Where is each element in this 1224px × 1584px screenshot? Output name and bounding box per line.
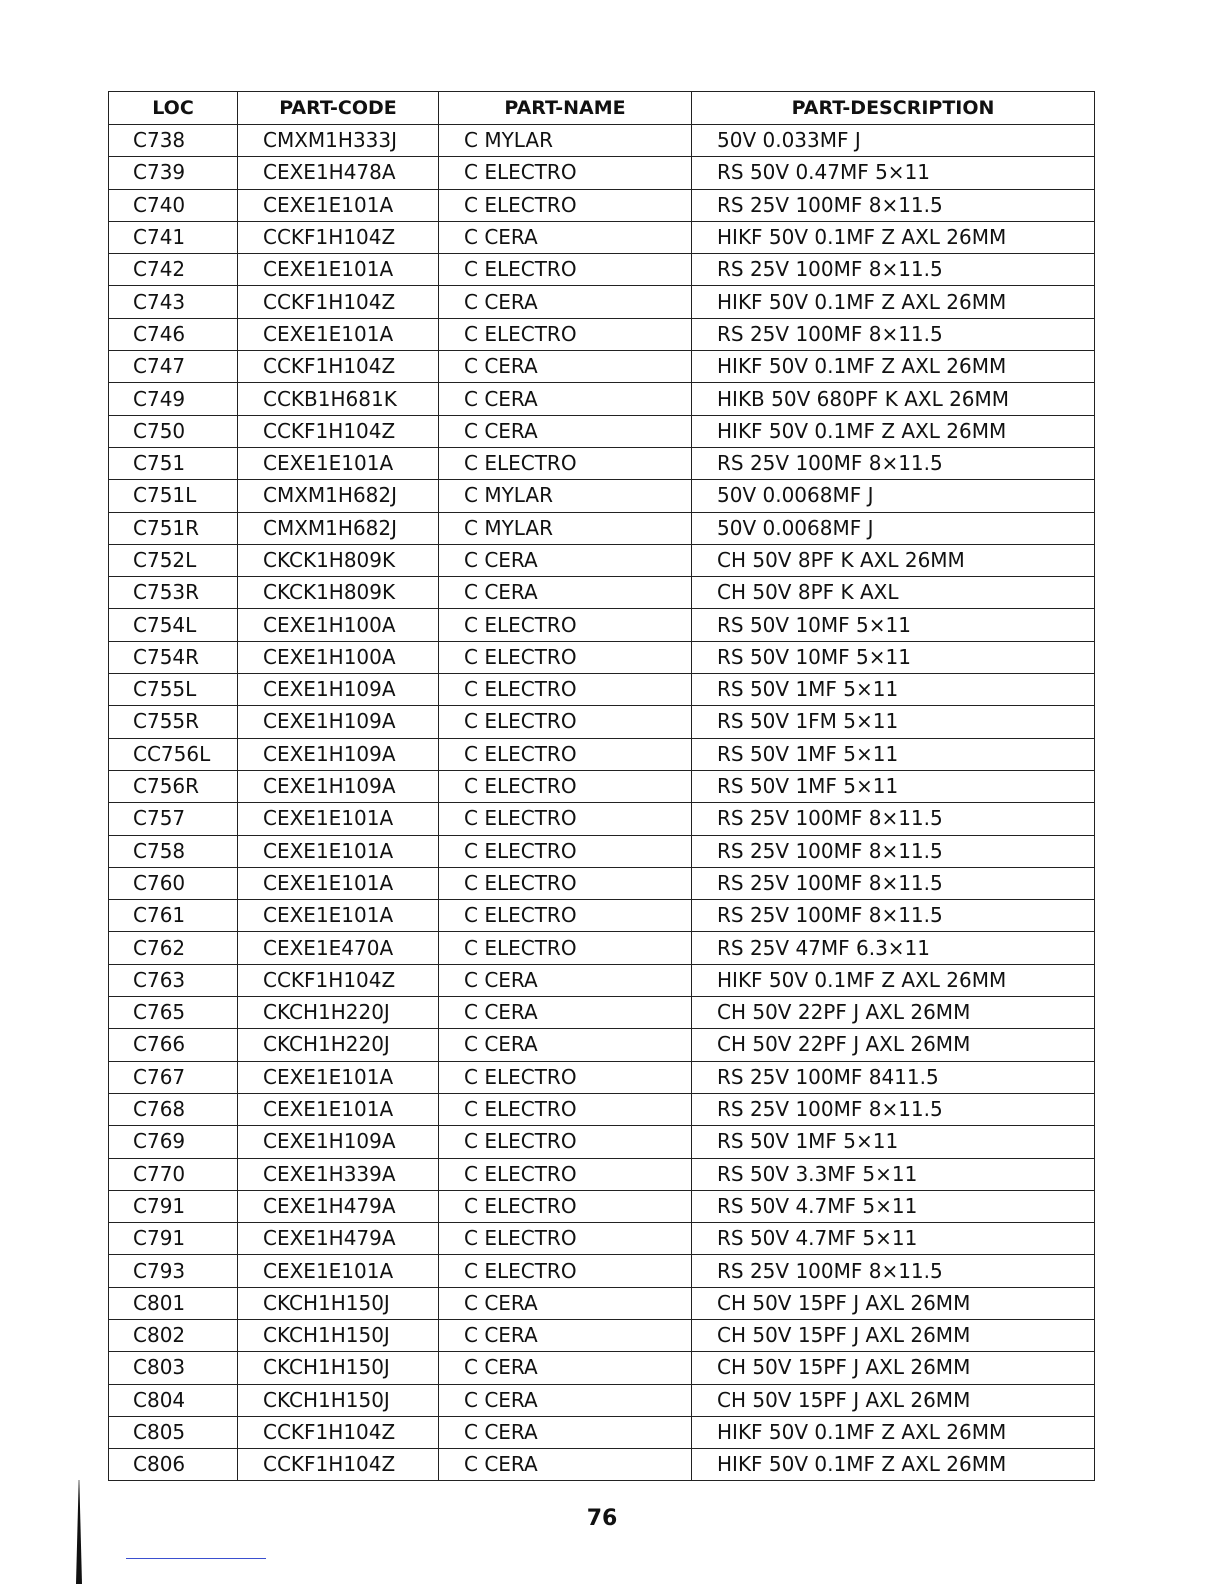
cell-part-name: C CERA [439,383,692,415]
table-row [109,932,1095,964]
table-row [109,674,1095,706]
table-row [109,512,1095,544]
footer-underline [126,1558,266,1559]
cell-loc: C751 [109,447,238,479]
cell-loc: C791 [109,1223,238,1255]
table-header-row [109,92,1095,125]
cell-part-name: C CERA [439,221,692,253]
table-row [109,1384,1095,1416]
cell-part-code: CKCH1H150J [238,1319,439,1351]
cell-part-description: HIKF 50V 0.1MF Z AXL 26MM [692,964,1095,996]
cell-part-description: RS 50V 0.47MF 5×11 [692,157,1095,189]
table-row [109,125,1095,157]
cell-part-name: C CERA [439,544,692,576]
cell-part-name: C CERA [439,351,692,383]
cell-part-name: C ELECTRO [439,1126,692,1158]
cell-loc: C804 [109,1384,238,1416]
cell-part-description: HIKF 50V 0.1MF Z AXL 26MM [692,1416,1095,1448]
cell-part-name: C CERA [439,997,692,1029]
cell-part-name: C ELECTRO [439,1223,692,1255]
column-header-part-description: PART-DESCRIPTION [692,92,1095,125]
cell-part-code: CCKB1H681K [238,383,439,415]
table-row [109,706,1095,738]
cell-loc: C802 [109,1319,238,1351]
cell-part-description: 50V 0.033MF J [692,125,1095,157]
cell-part-code: CCKF1H104Z [238,1449,439,1481]
table-row [109,1287,1095,1319]
cell-part-code: CEXE1E101A [238,318,439,350]
cell-part-code: CEXE1H109A [238,706,439,738]
cell-loc: C751R [109,512,238,544]
cell-part-name: C ELECTRO [439,1093,692,1125]
cell-part-description: CH 50V 15PF J AXL 26MM [692,1319,1095,1351]
cell-loc: C760 [109,867,238,899]
cell-part-code: CEXE1E101A [238,254,439,286]
table-row [109,577,1095,609]
table-row [109,1319,1095,1351]
cell-part-description: RS 25V 47MF 6.3×11 [692,932,1095,964]
cell-part-code: CKCK1H809K [238,577,439,609]
cell-part-description: CH 50V 15PF J AXL 26MM [692,1287,1095,1319]
table-row [109,1190,1095,1222]
cell-loc: C770 [109,1158,238,1190]
cell-part-description: RS 50V 1MF 5×11 [692,738,1095,770]
cell-part-code: CEXE1H109A [238,674,439,706]
cell-part-code: CCKF1H104Z [238,415,439,447]
cell-part-name: C ELECTRO [439,254,692,286]
cell-loc: C755R [109,706,238,738]
table-row [109,351,1095,383]
cell-part-name: C CERA [439,964,692,996]
cell-part-code: CEXE1H478A [238,157,439,189]
table-row [109,221,1095,253]
cell-loc: C805 [109,1416,238,1448]
table-row [109,286,1095,318]
cell-loc: C762 [109,932,238,964]
cell-part-code: CEXE1H100A [238,609,439,641]
cell-part-name: C ELECTRO [439,674,692,706]
cell-part-description: RS 50V 4.7MF 5×11 [692,1223,1095,1255]
cell-part-description: RS 50V 1FM 5×11 [692,706,1095,738]
cell-part-name: C ELECTRO [439,835,692,867]
cell-part-description: CH 50V 8PF K AXL 26MM [692,544,1095,576]
cell-loc: C767 [109,1061,238,1093]
column-header-part-name: PART-NAME [439,92,692,125]
cell-part-name: C ELECTRO [439,706,692,738]
table-row [109,1416,1095,1448]
cell-part-description: RS 50V 1MF 5×11 [692,1126,1095,1158]
cell-part-description: HIKF 50V 0.1MF Z AXL 26MM [692,286,1095,318]
cell-part-description: RS 25V 100MF 8×11.5 [692,447,1095,479]
cell-part-description: RS 25V 100MF 8411.5 [692,1061,1095,1093]
cell-part-description: CH 50V 8PF K AXL [692,577,1095,609]
cell-loc: C801 [109,1287,238,1319]
cell-part-code: CKCH1H150J [238,1384,439,1416]
table-row [109,1352,1095,1384]
cell-part-name: C ELECTRO [439,609,692,641]
cell-part-description: RS 50V 3.3MF 5×11 [692,1158,1095,1190]
table-row [109,1126,1095,1158]
cell-part-code: CKCH1H220J [238,997,439,1029]
cell-part-name: C CERA [439,1352,692,1384]
column-header-loc: LOC [109,92,238,125]
cell-part-description: HIKF 50V 0.1MF Z AXL 26MM [692,415,1095,447]
cell-part-name: C ELECTRO [439,1255,692,1287]
cell-part-name: C ELECTRO [439,1061,692,1093]
cell-loc: C763 [109,964,238,996]
cell-part-code: CKCH1H150J [238,1352,439,1384]
cell-part-code: CEXE1H109A [238,1126,439,1158]
cell-part-name: C CERA [439,415,692,447]
table-row [109,964,1095,996]
cell-part-description: RS 25V 100MF 8×11.5 [692,867,1095,899]
cell-part-description: RS 25V 100MF 8×11.5 [692,1093,1095,1125]
cell-part-code: CEXE1H479A [238,1223,439,1255]
cell-part-name: C ELECTRO [439,447,692,479]
cell-loc: C738 [109,125,238,157]
table-row [109,738,1095,770]
cell-part-code: CEXE1E101A [238,447,439,479]
cell-part-name: C ELECTRO [439,770,692,802]
cell-part-description: RS 25V 100MF 8×11.5 [692,1255,1095,1287]
cell-part-description: RS 25V 100MF 8×11.5 [692,189,1095,221]
cell-loc: C740 [109,189,238,221]
cell-part-code: CMXM1H682J [238,480,439,512]
cell-part-description: HIKF 50V 0.1MF Z AXL 26MM [692,351,1095,383]
cell-part-name: C ELECTRO [439,738,692,770]
cell-loc: C806 [109,1449,238,1481]
cell-loc: C742 [109,254,238,286]
cell-part-code: CCKF1H104Z [238,286,439,318]
cell-loc: C755L [109,674,238,706]
table-row [109,1093,1095,1125]
table-row [109,189,1095,221]
binding-margin-mark [76,1480,82,1584]
cell-part-name: C CERA [439,1029,692,1061]
cell-loc: C743 [109,286,238,318]
cell-loc: CC756L [109,738,238,770]
cell-part-code: CEXE1E101A [238,835,439,867]
table-row [109,383,1095,415]
table-row [109,1449,1095,1481]
cell-part-code: CEXE1E101A [238,867,439,899]
cell-part-description: HIKF 50V 0.1MF Z AXL 26MM [692,1449,1095,1481]
table-row [109,641,1095,673]
cell-part-description: RS 50V 10MF 5×11 [692,641,1095,673]
cell-part-name: C MYLAR [439,125,692,157]
cell-part-code: CMXM1H333J [238,125,439,157]
table-row [109,609,1095,641]
cell-part-name: C ELECTRO [439,1158,692,1190]
cell-part-name: C CERA [439,1449,692,1481]
cell-loc: C754R [109,641,238,673]
table-row [109,803,1095,835]
table-row [109,415,1095,447]
cell-loc: C739 [109,157,238,189]
page-number: 76 [586,1506,618,1531]
cell-part-code: CKCH1H220J [238,1029,439,1061]
cell-part-description: RS 50V 1MF 5×11 [692,674,1095,706]
cell-part-name: C CERA [439,1319,692,1351]
cell-part-name: C CERA [439,577,692,609]
cell-part-code: CEXE1H109A [238,738,439,770]
cell-loc: C757 [109,803,238,835]
table-row [109,900,1095,932]
cell-part-description: CH 50V 22PF J AXL 26MM [692,997,1095,1029]
cell-part-code: CEXE1E101A [238,1061,439,1093]
cell-loc: C756R [109,770,238,802]
cell-part-name: C ELECTRO [439,867,692,899]
cell-part-name: C CERA [439,286,692,318]
table-row [109,770,1095,802]
cell-part-name: C ELECTRO [439,1190,692,1222]
cell-part-description: RS 50V 10MF 5×11 [692,609,1095,641]
cell-part-name: C ELECTRO [439,318,692,350]
cell-loc: C761 [109,900,238,932]
cell-part-description: RS 25V 100MF 8×11.5 [692,803,1095,835]
cell-part-code: CEXE1E101A [238,900,439,932]
cell-part-code: CMXM1H682J [238,512,439,544]
table-row [109,1223,1095,1255]
table-row [109,480,1095,512]
cell-loc: C750 [109,415,238,447]
cell-part-code: CEXE1E470A [238,932,439,964]
cell-part-code: CEXE1H339A [238,1158,439,1190]
cell-loc: C746 [109,318,238,350]
cell-part-description: HIKB 50V 680PF K AXL 26MM [692,383,1095,415]
cell-loc: C752L [109,544,238,576]
cell-part-code: CEXE1H479A [238,1190,439,1222]
cell-loc: C765 [109,997,238,1029]
cell-loc: C741 [109,221,238,253]
cell-part-code: CEXE1E101A [238,1255,439,1287]
table-row [109,1158,1095,1190]
cell-part-name: C MYLAR [439,512,692,544]
table-row [109,835,1095,867]
table-body [109,125,1095,1481]
cell-part-name: C ELECTRO [439,900,692,932]
table-row [109,1255,1095,1287]
cell-part-code: CEXE1E101A [238,1093,439,1125]
table-row [109,1029,1095,1061]
cell-loc: C754L [109,609,238,641]
cell-part-code: CCKF1H104Z [238,1416,439,1448]
cell-part-code: CCKF1H104Z [238,351,439,383]
cell-part-name: C ELECTRO [439,641,692,673]
cell-loc: C753R [109,577,238,609]
cell-part-description: RS 25V 100MF 8×11.5 [692,318,1095,350]
table-row [109,867,1095,899]
cell-loc: C758 [109,835,238,867]
cell-part-code: CKCK1H809K [238,544,439,576]
cell-part-code: CKCH1H150J [238,1287,439,1319]
cell-part-description: RS 50V 1MF 5×11 [692,770,1095,802]
cell-loc: C791 [109,1190,238,1222]
cell-part-name: C MYLAR [439,480,692,512]
cell-loc: C768 [109,1093,238,1125]
cell-loc: C793 [109,1255,238,1287]
cell-part-name: C CERA [439,1384,692,1416]
cell-part-name: C CERA [439,1416,692,1448]
table-row [109,997,1095,1029]
cell-part-name: C ELECTRO [439,189,692,221]
cell-part-description: 50V 0.0068MF J [692,512,1095,544]
cell-part-name: C ELECTRO [439,932,692,964]
cell-part-description: 50V 0.0068MF J [692,480,1095,512]
cell-part-description: HIKF 50V 0.1MF Z AXL 26MM [692,221,1095,253]
cell-part-description: CH 50V 15PF J AXL 26MM [692,1384,1095,1416]
cell-part-description: CH 50V 22PF J AXL 26MM [692,1029,1095,1061]
table-row [109,544,1095,576]
cell-part-description: RS 25V 100MF 8×11.5 [692,835,1095,867]
cell-part-description: RS 25V 100MF 8×11.5 [692,254,1095,286]
cell-part-code: CEXE1H100A [238,641,439,673]
cell-part-name: C ELECTRO [439,803,692,835]
table-row [109,1061,1095,1093]
cell-part-code: CEXE1E101A [238,803,439,835]
cell-loc: C769 [109,1126,238,1158]
cell-part-code: CEXE1E101A [238,189,439,221]
cell-part-description: CH 50V 15PF J AXL 26MM [692,1352,1095,1384]
parts-table [108,91,1095,1481]
cell-part-description: RS 50V 4.7MF 5×11 [692,1190,1095,1222]
table-row [109,157,1095,189]
cell-part-code: CCKF1H104Z [238,221,439,253]
cell-part-code: CCKF1H104Z [238,964,439,996]
table-row [109,254,1095,286]
cell-part-name: C ELECTRO [439,157,692,189]
column-header-part-code: PART-CODE [238,92,439,125]
cell-loc: C751L [109,480,238,512]
cell-loc: C803 [109,1352,238,1384]
cell-loc: C747 [109,351,238,383]
cell-loc: C749 [109,383,238,415]
cell-part-code: CEXE1H109A [238,770,439,802]
cell-loc: C766 [109,1029,238,1061]
table-row [109,447,1095,479]
table-row [109,318,1095,350]
cell-part-description: RS 25V 100MF 8×11.5 [692,900,1095,932]
cell-part-name: C CERA [439,1287,692,1319]
